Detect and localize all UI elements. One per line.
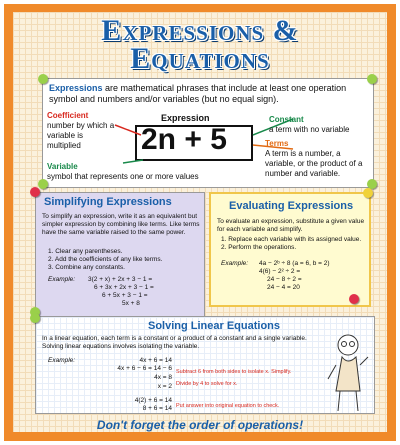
pin-icon <box>349 294 359 304</box>
pin-icon <box>38 74 48 84</box>
terms-block <box>265 139 369 179</box>
poster-inner <box>13 12 387 432</box>
simplifying-card <box>35 192 205 320</box>
pin-icon <box>30 313 40 323</box>
linear-title: Solving Linear Equations <box>148 320 281 332</box>
math-line: 6 + 3x + 2x + 3 − 1 = <box>94 284 154 291</box>
evaluating-title: Evaluating Expressions <box>229 200 354 212</box>
math-line: 4a − 2ᵇ ÷ 8 (a = 6, b = 2) <box>259 260 330 267</box>
expression-value: 2n + 5 <box>141 123 227 156</box>
coefficient-block <box>47 111 119 151</box>
variable-text: symbol that represents one or more values <box>47 172 199 181</box>
title-line-1: Expressions & <box>101 14 299 47</box>
simplifying-lines <box>88 276 203 308</box>
linear-text: In a linear equation, each term is a constant or a product of a constant and a single variable. Solving linear equations involves isolating the variable. <box>42 335 307 350</box>
intro-body: are mathematical phrases that include at least one operation symbol and numbers and/or variables (but no equal sign). <box>49 83 347 104</box>
simplifying-text: To simplify an expression, write it as an equivalent but simpler expression by combining like terms. Like terms have the same variable raised to the same power. <box>42 213 200 236</box>
step: 1. Replace each variable with its assigned value. <box>221 236 362 243</box>
simplifying-title: Simplifying Expressions <box>44 196 172 208</box>
math-line: 24 − 4 = 20 <box>267 284 300 291</box>
definitions-card <box>42 78 374 188</box>
expression-label: Expression <box>161 113 210 123</box>
teacher-illustration <box>326 331 370 413</box>
variable-label: Variable <box>47 162 78 171</box>
step: 3. Combine any constants. <box>48 264 125 271</box>
terms-text: A term is a number, a variable, or the product of a number and variable. <box>265 149 363 178</box>
linear-note: Divide by 4 to solve for x. <box>176 381 238 387</box>
linear-note: Put answer into original equation to check. <box>176 403 280 409</box>
step: 2. Perform the operations. <box>221 244 297 251</box>
simplifying-steps <box>48 248 198 272</box>
constant-block <box>269 115 369 135</box>
constant-label: Constant <box>269 115 304 124</box>
pin-icon <box>30 187 40 197</box>
coefficient-text: number by which a variable is multiplied <box>47 121 115 150</box>
math-line: 3(2 + x) + 2x + 3 − 1 = <box>88 276 153 283</box>
evaluating-lines <box>259 260 369 292</box>
poster <box>4 4 396 441</box>
math-line: 4(2) + 6 = 14 <box>134 397 172 404</box>
linear-example-label: Example: <box>48 357 76 364</box>
math-line: 5x + 8 <box>122 300 140 307</box>
evaluating-text: To evaluate an expression, substitute a given value for each variable and simplify. <box>217 218 365 233</box>
linear-lines <box>82 357 172 413</box>
evaluating-example-label: Example: <box>221 260 249 267</box>
pin-icon <box>367 74 377 84</box>
linear-card <box>35 316 375 414</box>
constant-text: a term with no variable <box>269 125 350 134</box>
title-line-2: Equations <box>130 42 270 75</box>
pin-icon <box>363 188 373 198</box>
linear-note: Subtract 6 from both sides to isolate x. Simplify. <box>176 369 292 375</box>
footer-text: Don't forget the order of operations! <box>96 418 304 432</box>
step: 1. Clear any parentheses. <box>48 248 123 255</box>
math-line: 6 + 5x + 3 − 1 = <box>102 292 148 299</box>
math-line: 24 − 8 ÷ 2 = <box>267 276 302 283</box>
math-line: 4x + 6 = 14 <box>139 357 172 364</box>
evaluating-steps <box>221 236 367 252</box>
math-line: 4x = 8 <box>154 374 172 381</box>
math-line: 4(6) − 2² ÷ 2 = <box>259 268 301 275</box>
math-line: 4x + 6 − 6 = 14 − 6 <box>117 365 172 372</box>
step: 2. Add the coefficients of any like terms. <box>48 256 163 263</box>
intro-text <box>49 83 367 105</box>
terms-label: Terms <box>265 139 289 148</box>
math-line: 8 + 6 = 14 <box>142 405 172 412</box>
evaluating-card <box>209 192 371 307</box>
intro-keyword: Expressions <box>49 83 103 93</box>
coefficient-label: Coefficient <box>47 111 89 120</box>
math-line: x = 2 <box>157 383 172 390</box>
simplifying-example-label: Example: <box>48 276 76 283</box>
